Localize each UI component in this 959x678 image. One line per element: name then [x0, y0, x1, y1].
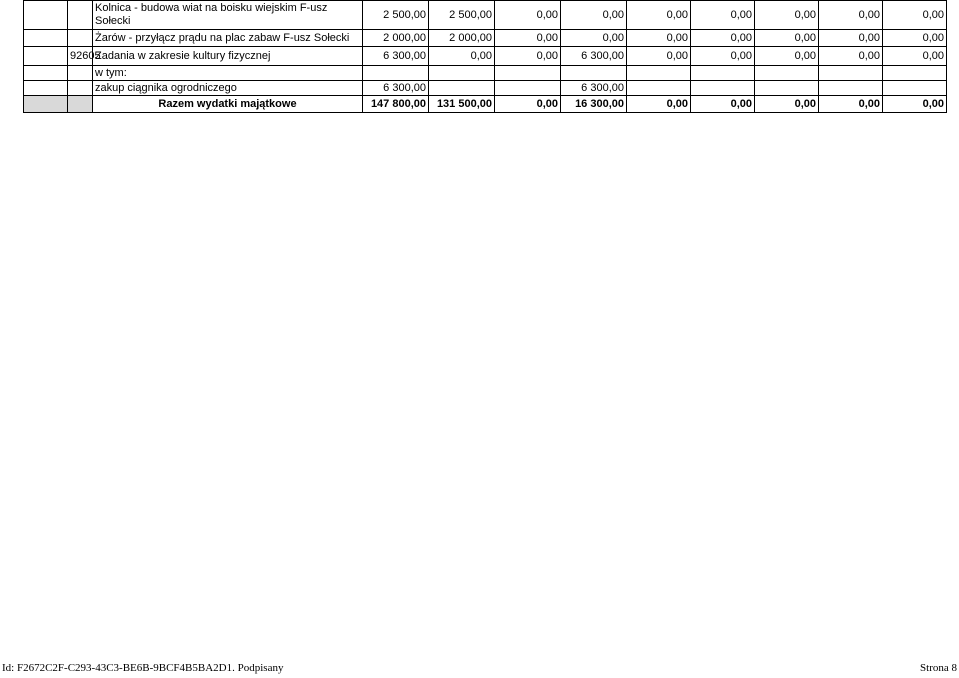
value-cell: 0,00: [691, 1, 755, 30]
value-cell: [691, 66, 755, 81]
code-cell: [68, 1, 93, 30]
total-row: [24, 96, 947, 113]
value-cell: 0,00: [495, 1, 561, 30]
total-value: 0,00: [819, 96, 883, 113]
total-value: 16 300,00: [561, 96, 627, 113]
value-cell: 0,00: [819, 1, 883, 30]
total-spacer: [24, 96, 68, 113]
value-cell: 0,00: [627, 30, 691, 47]
section-cell: [24, 30, 68, 47]
total-label: Razem wydatki majątkowe: [93, 96, 363, 113]
total-spacer: [68, 96, 93, 113]
value-cell: 0,00: [883, 1, 947, 30]
value-cell: [627, 66, 691, 81]
value-cell: [429, 81, 495, 96]
value-cell: [495, 66, 561, 81]
document-id: Id: F2672C2F-C293-43C3-BE6B-9BCF4B5BA2D1. Podpisany: [2, 662, 284, 674]
row-label: zakup ciągnika ogrodniczego: [93, 81, 363, 96]
value-cell: [495, 81, 561, 96]
value-cell: [561, 66, 627, 81]
page-number: Strona 8: [920, 662, 957, 674]
value-cell: 0,00: [627, 47, 691, 66]
value-cell: 0,00: [755, 47, 819, 66]
value-cell: 0,00: [495, 47, 561, 66]
section-cell: [24, 47, 68, 66]
value-cell: 0,00: [561, 1, 627, 30]
table-row: [24, 47, 947, 66]
value-cell: 0,00: [691, 47, 755, 66]
value-cell: 6 300,00: [363, 47, 429, 66]
code-cell: 92605: [68, 47, 93, 66]
row-label: w tym:: [93, 66, 363, 81]
value-cell: [755, 81, 819, 96]
value-cell: 0,00: [819, 30, 883, 47]
value-cell: [429, 66, 495, 81]
total-value: 131 500,00: [429, 96, 495, 113]
value-cell: [363, 66, 429, 81]
row-label: Żarów - przyłącz prądu na plac zabaw F-usz Sołecki: [93, 30, 363, 47]
code-cell: [68, 30, 93, 47]
value-cell: [691, 81, 755, 96]
value-cell: [755, 66, 819, 81]
value-cell: 0,00: [883, 30, 947, 47]
value-cell: 0,00: [755, 30, 819, 47]
value-cell: [819, 81, 883, 96]
value-cell: 6 300,00: [363, 81, 429, 96]
value-cell: [627, 81, 691, 96]
code-cell: [68, 81, 93, 96]
table-row: [24, 66, 947, 81]
total-value: 147 800,00: [363, 96, 429, 113]
value-cell: 2 000,00: [429, 30, 495, 47]
value-cell: 0,00: [691, 30, 755, 47]
value-cell: 0,00: [429, 47, 495, 66]
section-cell: [24, 1, 68, 30]
row-label: Zadania w zakresie kultury fizycznej: [93, 47, 363, 66]
code-cell: [68, 66, 93, 81]
total-value: 0,00: [627, 96, 691, 113]
section-cell: [24, 66, 68, 81]
row-label: Kolnica - budowa wiat na boisku wiejskim F-usz Sołecki: [93, 1, 363, 30]
table-row: [24, 81, 947, 96]
total-value: 0,00: [883, 96, 947, 113]
value-cell: 0,00: [755, 1, 819, 30]
budget-table: [23, 0, 947, 113]
value-cell: 2 500,00: [363, 1, 429, 30]
value-cell: 0,00: [561, 30, 627, 47]
value-cell: 0,00: [627, 1, 691, 30]
value-cell: 2 500,00: [429, 1, 495, 30]
value-cell: [883, 66, 947, 81]
total-value: 0,00: [755, 96, 819, 113]
section-cell: [24, 81, 68, 96]
value-cell: 0,00: [883, 47, 947, 66]
value-cell: 6 300,00: [561, 81, 627, 96]
total-value: 0,00: [495, 96, 561, 113]
table-row: [24, 30, 947, 47]
value-cell: [819, 66, 883, 81]
value-cell: [883, 81, 947, 96]
value-cell: 2 000,00: [363, 30, 429, 47]
value-cell: 0,00: [495, 30, 561, 47]
value-cell: 0,00: [819, 47, 883, 66]
table-row: [24, 1, 947, 30]
total-value: 0,00: [691, 96, 755, 113]
value-cell: 6 300,00: [561, 47, 627, 66]
